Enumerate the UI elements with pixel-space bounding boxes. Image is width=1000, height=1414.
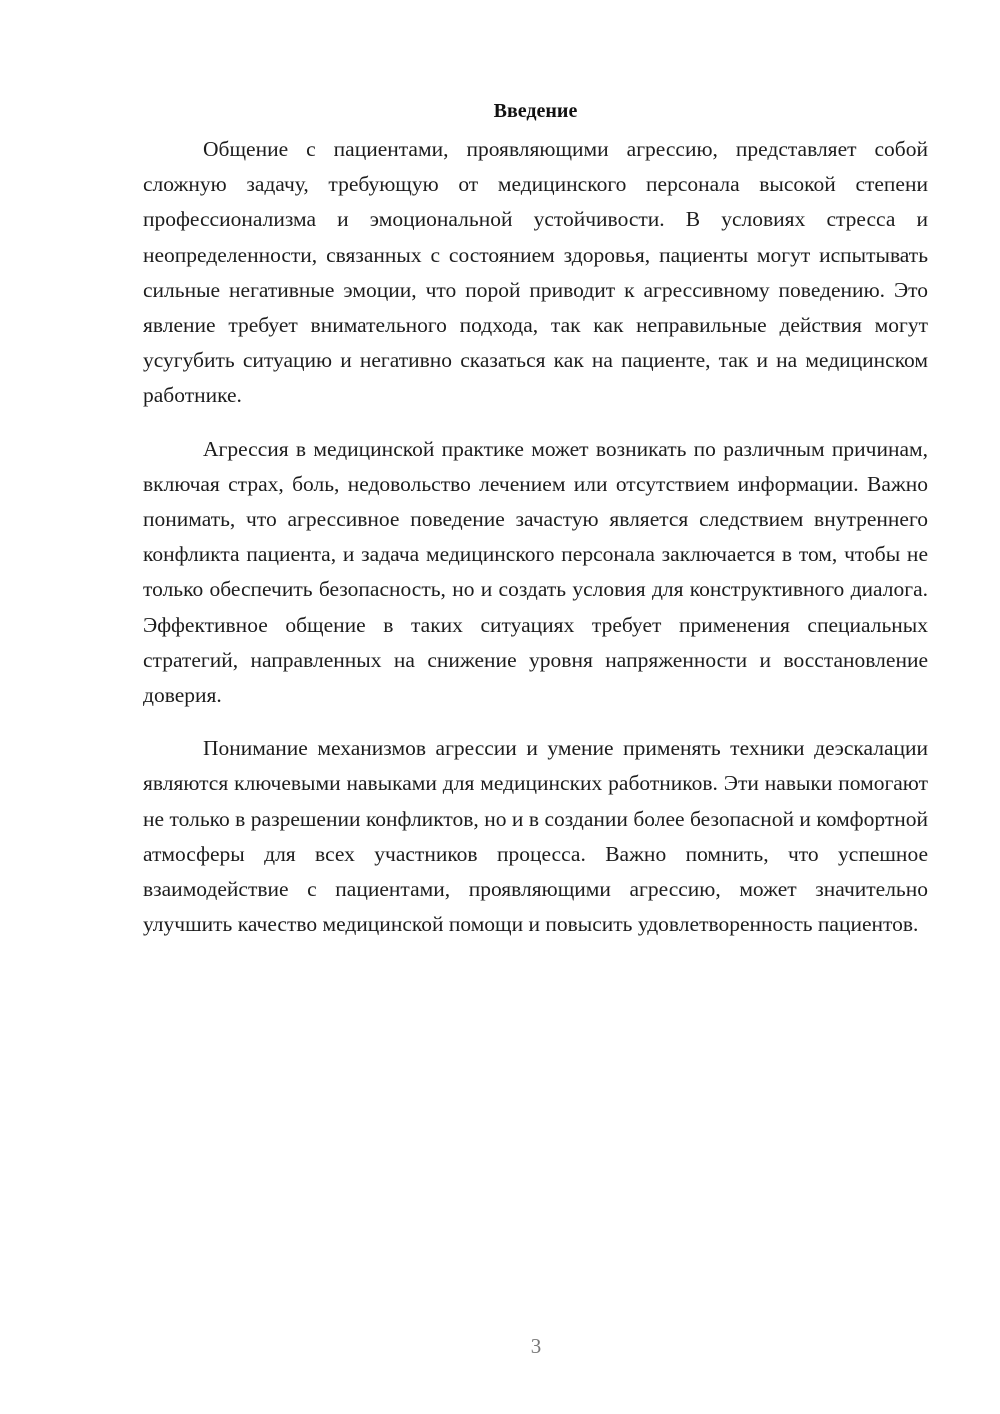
paragraph-3: Понимание механизмов агрессии и умение применять техники деэскалации являются ключевыми навыками для медицинских работников. Эти навыки помогают не только в разрешении конфликтов, но и в создании более безопасной и комфортной атмосферы для всех участников процесса. Важно помнить, что успешное взаимодействие с пациентами, проявляющими агрессию, может значительно улучшить качество медицинской помощи и повысить удовлетворенность пациентов. [143, 736, 928, 937]
section-title: Введение [493, 100, 578, 122]
paragraph-1: Общение с пациентами, проявляющими агрессию, представляет собой сложную задачу, требующую от медицинского персонала высокой степени профессионализма и эмоциональной устойчивости. В условиях стресса и неопределенности, связанных с состоянием здоровья, пациенты могут испытывать сильные негативные эмоции, что порой приводит к агрессивному поведению. Это явление требует внимательного подхода, так как неправильные действия могут усугубить ситуацию и негативно сказаться как на пациенте, так и на медицинском работнике. [143, 137, 928, 408]
page-content [143, 96, 928, 942]
paragraph-2: Агрессия в медицинской практике может возникать по различным причинам, включая страх, боль, недовольство лечением или отсутствием информации. Важно понимать, что агрессивное поведение зачастую является следствием внутреннего конфликта пациента, и задача медицинского персонала заключается в том, чтобы не только обеспечить безопасность, но и создать условия для конструктивного диалога. Эффективное общение в таких ситуациях требует применения специальных стратегий, направленных на снижение уровня напряженности и восстановление доверия. [143, 436, 928, 708]
page-number: 3 [530, 1334, 542, 1358]
